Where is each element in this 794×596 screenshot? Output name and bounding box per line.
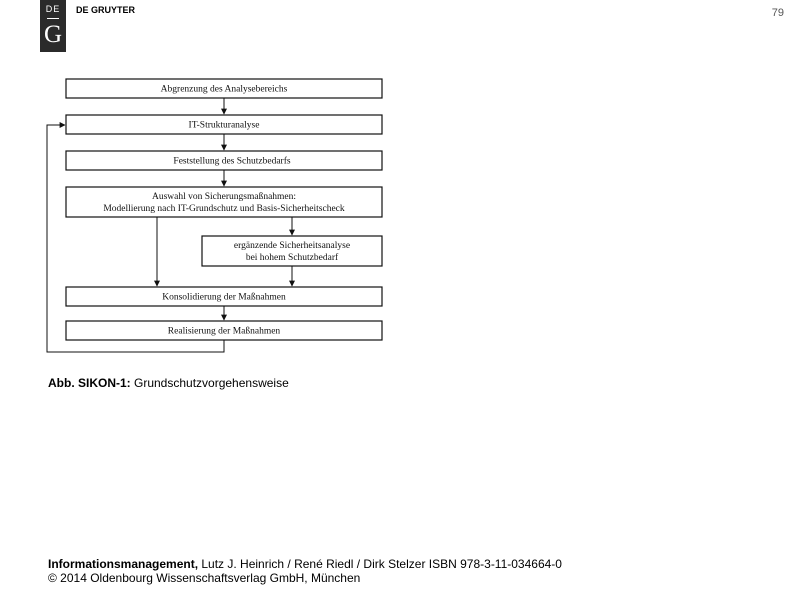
flow-box-realisierung (66, 321, 382, 340)
book-title: Informationsmanagement, (48, 557, 199, 571)
flow-box-ergaenzend (202, 236, 382, 266)
flow-box-strukturanalyse (66, 115, 382, 134)
footer (48, 557, 562, 585)
caption-label: Abb. SIKON-1: (48, 376, 131, 390)
flow-box-abgrenzung (66, 79, 382, 98)
flow-box-konsolidierung-label: Konsolidierung der Maßnahmen (162, 292, 286, 303)
logo-g-text: G (43, 21, 63, 48)
flow-box-ergaenzend-line1: ergänzende Sicherheitsanalyse (233, 241, 351, 251)
flow-box-schutzbedarf (66, 151, 382, 170)
flow-box-strukturanalyse-label: IT-Strukturanalyse (188, 120, 260, 131)
flow-box-konsolidierung (66, 287, 382, 306)
publisher-name: DE GRUYTER (76, 5, 136, 15)
figure-caption (48, 376, 289, 390)
logo-de-text: DE (45, 4, 61, 14)
copyright: © 2014 Oldenbourg Wissenschaftsverlag GmbH, München (48, 571, 361, 585)
flow-box-abgrenzung-label: Abgrenzung des Analysebereichs (160, 84, 288, 95)
footer-line-1 (48, 557, 562, 571)
authors-isbn: Lutz J. Heinrich / René Riedl / Dirk Stelzer ISBN 978-3-11-034664-0 (198, 557, 562, 571)
flow-box-schutzbedarf-label: Feststellung des Schutzbedarfs (173, 156, 291, 167)
flow-box-auswahl-line2: Modellierung nach IT-Grundschutz und Basis-Sicherheitscheck (103, 204, 345, 214)
caption-text: Grundschutzvorgehensweise (130, 376, 289, 390)
flow-box-auswahl (66, 187, 382, 217)
flow-box-ergaenzend-line2: bei hohem Schutzbedarf (245, 253, 339, 263)
flow-box-auswahl-line1: Auswahl von Sicherungsmaßnahmen: (151, 192, 297, 202)
flow-box-realisierung-label: Realisierung der Maßnahmen (167, 326, 281, 337)
page-number: 79 (771, 7, 784, 19)
